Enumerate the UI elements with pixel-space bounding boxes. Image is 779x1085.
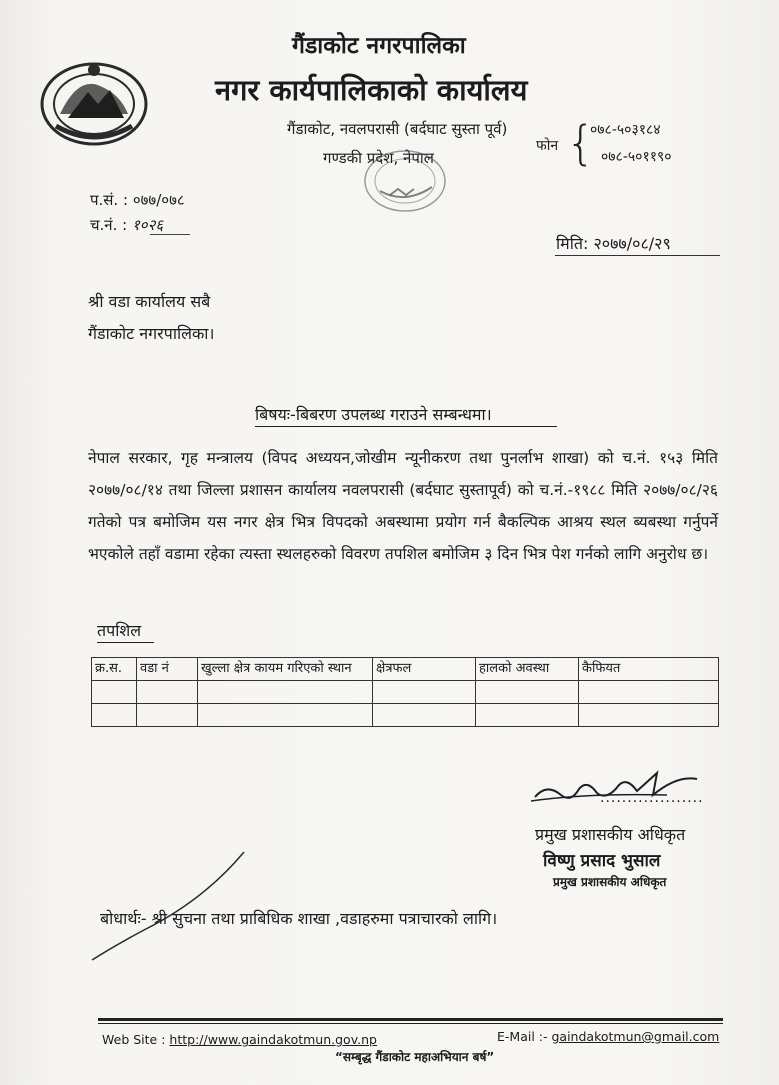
table-cell — [373, 681, 476, 704]
cc-line: बोधार्थः- श्री सुचना तथा प्राबिधिक शाखा ,वडाहरुमा पत्राचारको लागि। — [100, 909, 498, 928]
email-label: E-Mail :- — [497, 1029, 548, 1044]
address-line-1: गैंडाकोट, नवलपरासी (बर्दघाट सुस्ता पूर्व) — [287, 120, 508, 138]
email-link[interactable]: gaindakotmun@gmail.com — [551, 1029, 720, 1044]
table-row — [92, 681, 719, 704]
phone-brace: { — [566, 116, 596, 170]
ps-value: ०७७/०७८ — [132, 191, 185, 209]
schedule-table — [91, 657, 719, 727]
website-link[interactable]: http://www.gaindakotmun.gov.np — [169, 1032, 377, 1047]
cn-value: १०२६ — [132, 216, 164, 234]
address-line-2: गण्डकी प्रदेश, नेपाल — [323, 149, 434, 167]
letter-body: नेपाल सरकार, गृह मन्त्रालय (विपद अध्ययन,जोखीम न्यूनीकरण तथा पुनर्लाभ शाखा) को च.नं. १५३ मिति २०७७/०८/१४ तथा जिल्ला प्रशासन कार्यालय नवलपरासी (बर्दघाट सुस्तापूर्व) को च.नं.-१९८८ मिति २०७७/०८/२६ गतेको पत्र बमोजिम यस नगर क्षेत्र भित्र विपदको अबस्थामा प्रयोग गर्न बैकल्पिक आश्रय स्थल ब्यबस्था गर्नुपर्ने भएकोले तहाँ वडामा रहेका त्यस्ता स्थलहरुको विवरण तपशिल बमोजिम ३ दिन भित्र पेश गर्नको लागि अनुरोध छ। — [88, 449, 718, 563]
cn-label: च.नं. : — [90, 216, 128, 234]
table-row — [92, 704, 719, 727]
cn-number — [90, 215, 163, 235]
footer-email — [497, 1029, 719, 1044]
table-cell — [198, 681, 373, 704]
letter-date: मिति: २०७७/०८/२९ — [556, 234, 671, 253]
subject-underline — [255, 426, 557, 427]
table-header-cell: हालको अवस्था — [476, 658, 579, 681]
ps-label: प.सं. : — [90, 191, 129, 209]
table-cell — [373, 704, 476, 727]
table-cell — [198, 704, 373, 727]
footer-website — [102, 1032, 377, 1047]
footer-slogan: “सम्बृद्ध गैंडाकोट महाअभियान बर्ष” — [335, 1050, 495, 1064]
addressee-line-2: गैंडाकोट नगरपालिका। — [88, 324, 215, 343]
table-header-cell: खुल्ला क्षेत्र कायम गरिएको स्थान — [198, 658, 373, 681]
table-cell — [137, 681, 198, 704]
phone-number-2: ०७८-५०११९० — [601, 149, 672, 165]
table-cell — [137, 704, 198, 727]
addressee-line-1: श्री वडा कार्यालय सबै — [88, 292, 211, 311]
subject-line: बिषयः-बिबरण उपलब्ध गराउने सम्बन्धमा। — [255, 405, 492, 424]
ps-number — [90, 190, 185, 210]
table-header-row — [92, 658, 719, 681]
date-rule — [555, 255, 720, 256]
table-header-cell: क्र.स. — [92, 658, 137, 681]
phone-number-1: ०७८-५०३१८४ — [590, 122, 661, 138]
footer-rule-thin — [98, 1023, 723, 1024]
officer-title: प्रमुख प्रशासकीय अधिकृत — [535, 825, 686, 844]
phone-label: फोन — [536, 138, 559, 154]
table-cell — [476, 681, 579, 704]
table-cell — [476, 704, 579, 727]
table-cell — [579, 681, 719, 704]
cn-underline — [150, 234, 190, 235]
org-name: गैंडाकोट नगरपालिका — [292, 33, 466, 59]
officer-role-stamp: प्रमुख प्रशासकीय अधिकृत — [553, 875, 667, 889]
table-cell — [92, 704, 137, 727]
table-header-cell: वडा नं — [137, 658, 198, 681]
nepal-emblem-logo — [38, 56, 150, 148]
table-header-cell: कैफियत — [579, 658, 719, 681]
office-stamp — [340, 145, 470, 225]
table-cell — [579, 704, 719, 727]
schedule-title: तपशिल — [97, 621, 142, 640]
footer-rule-thick — [98, 1018, 723, 1021]
table-cell — [92, 681, 137, 704]
office-name: नगर कार्यपालिकाको कार्यालय — [215, 73, 528, 107]
website-label: Web Site : — [102, 1032, 166, 1047]
table-header-cell: क्षेत्रफल — [373, 658, 476, 681]
schedule-underline — [97, 642, 154, 643]
signature-dots: ................... — [600, 790, 704, 806]
officer-name: विष्णु प्रसाद भुसाल — [543, 851, 661, 871]
